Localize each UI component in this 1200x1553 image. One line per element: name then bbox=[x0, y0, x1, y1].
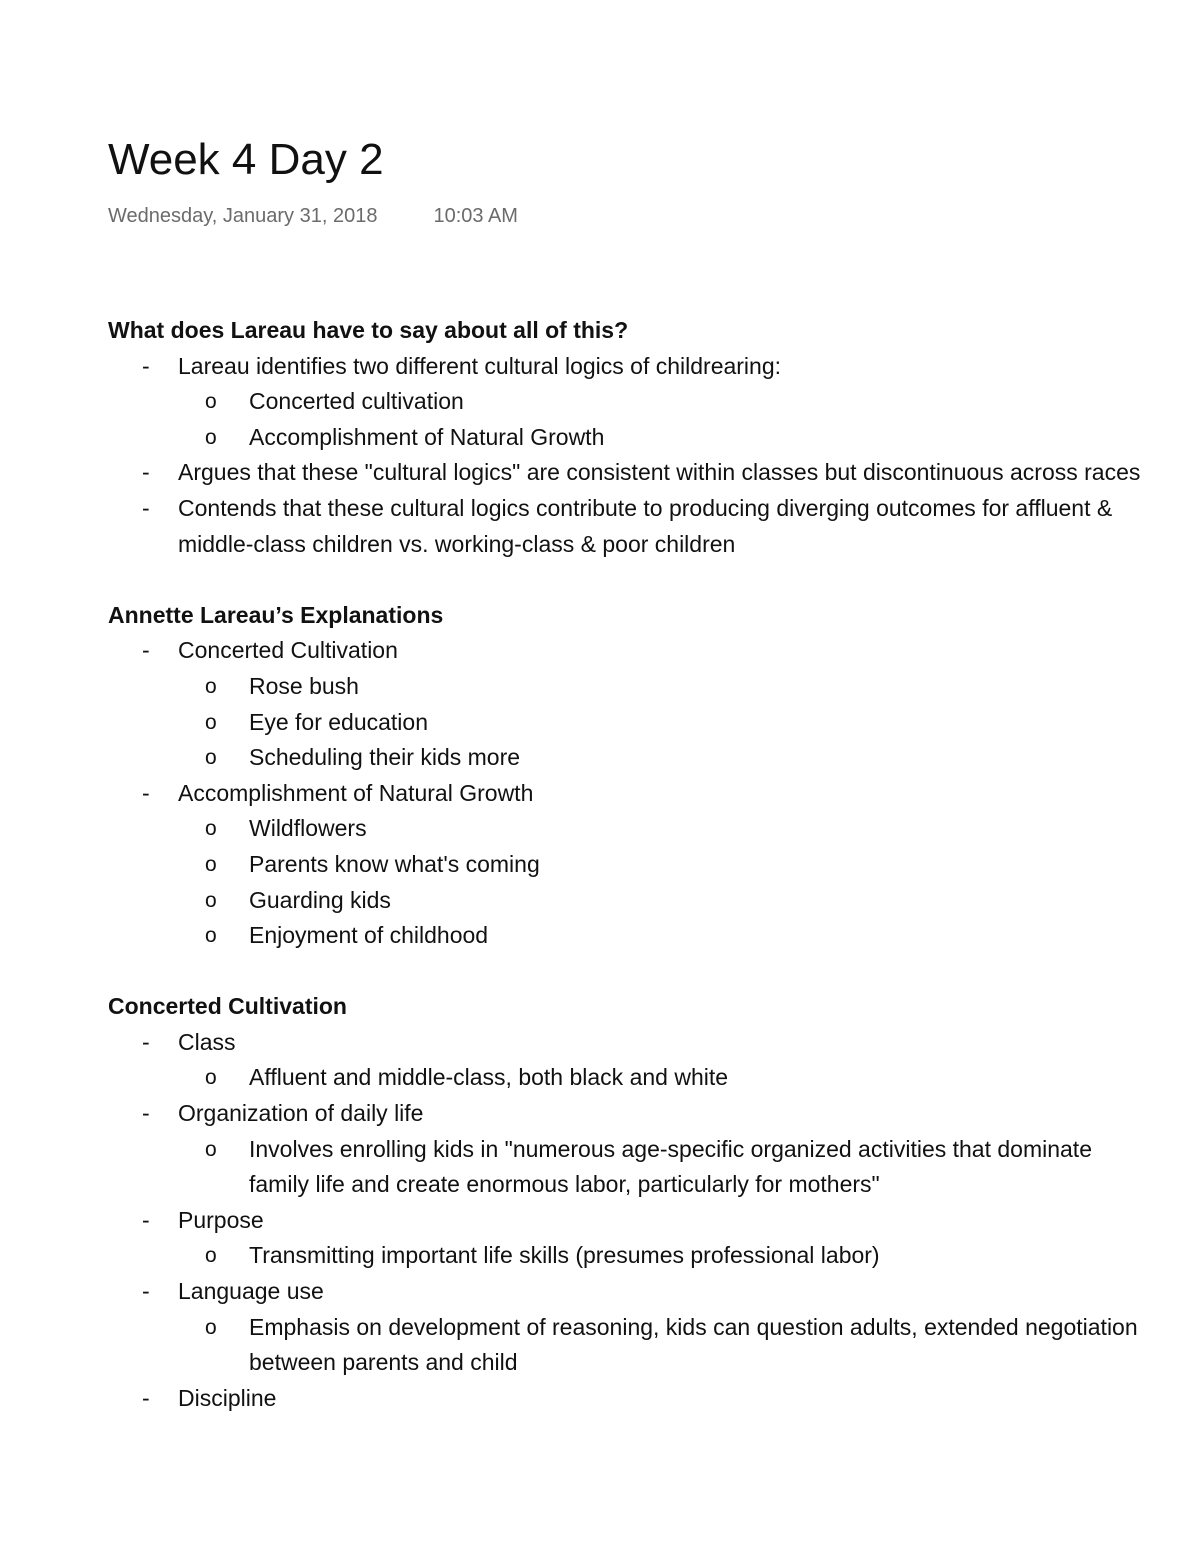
list-item-text: Concerted Cultivation bbox=[178, 637, 398, 664]
dash-marker: - bbox=[142, 1278, 150, 1305]
sub-list-item bbox=[178, 705, 1148, 741]
sub-list bbox=[178, 811, 1148, 953]
sub-list-item-text: Emphasis on development of reasoning, kids can question adults, extended negotiation between parents and child bbox=[249, 1313, 1138, 1376]
section-heading: What does Lareau have to say about all of this? bbox=[108, 317, 629, 343]
sub-list-item bbox=[178, 1238, 1148, 1274]
sub-list-item bbox=[178, 811, 1148, 847]
note-section bbox=[108, 313, 1148, 562]
list-item bbox=[108, 1096, 1148, 1203]
dash-marker: - bbox=[142, 779, 150, 806]
section-heading: Concerted Cultivation bbox=[108, 993, 347, 1020]
list-item bbox=[108, 1381, 1148, 1417]
bullet-list bbox=[108, 633, 1148, 953]
note-section bbox=[108, 598, 1148, 954]
circle-bullet-marker: o bbox=[205, 888, 217, 912]
section-gap bbox=[108, 562, 1148, 598]
list-item-text: Contends that these cultural logics contribute to producing diverging outcomes for affluent & middle-class children vs. working-class & poor children bbox=[178, 494, 1113, 557]
list-item-text: Language use bbox=[178, 1278, 324, 1305]
sub-list-item bbox=[178, 1310, 1148, 1381]
bullet-list bbox=[108, 1025, 1148, 1417]
sub-list-item-text: Guarding kids bbox=[249, 886, 391, 913]
list-item bbox=[108, 455, 1148, 491]
sub-list-item bbox=[178, 420, 1148, 456]
note-section bbox=[108, 989, 1148, 1416]
sub-list bbox=[178, 1060, 1148, 1096]
circle-bullet-marker: o bbox=[205, 1066, 217, 1090]
sub-list-item-text: Concerted cultivation bbox=[249, 388, 464, 415]
circle-bullet-marker: o bbox=[205, 710, 217, 734]
circle-bullet-marker: o bbox=[205, 852, 217, 876]
circle-bullet-marker: o bbox=[205, 746, 217, 770]
circle-bullet-marker: o bbox=[205, 1137, 217, 1161]
note-content bbox=[108, 313, 1148, 1438]
circle-bullet-marker: o bbox=[205, 674, 217, 698]
section-gap bbox=[108, 954, 1148, 990]
sub-list-item-text: Accomplishment of Natural Growth bbox=[249, 423, 605, 450]
circle-bullet-marker: o bbox=[205, 1315, 217, 1339]
page-time: 10:03 AM bbox=[433, 205, 518, 227]
sub-list bbox=[178, 1132, 1148, 1203]
sub-list-item bbox=[178, 883, 1148, 919]
list-item bbox=[108, 1025, 1148, 1096]
sub-list-item-text: Parents know what's coming bbox=[249, 850, 540, 877]
sub-list-item bbox=[178, 1132, 1148, 1203]
list-item bbox=[108, 1274, 1148, 1381]
circle-bullet-marker: o bbox=[205, 390, 217, 414]
circle-bullet-marker: o bbox=[205, 817, 217, 841]
sub-list-item-text: Transmitting important life skills (presumes professional labor) bbox=[249, 1242, 880, 1269]
dash-marker: - bbox=[142, 1206, 150, 1233]
sub-list-item bbox=[178, 918, 1148, 954]
list-item bbox=[108, 1203, 1148, 1274]
sub-list-item-text: Involves enrolling kids in "numerous age-specific organized activities that dominate family life and create enormous labor, particularly for mothers" bbox=[249, 1135, 1092, 1198]
dash-marker: - bbox=[142, 494, 150, 521]
list-item-text: Organization of daily life bbox=[178, 1100, 424, 1127]
sub-list bbox=[178, 669, 1148, 776]
bullet-list bbox=[108, 349, 1148, 563]
dash-marker: - bbox=[142, 459, 150, 486]
sub-list-item bbox=[178, 669, 1148, 705]
dash-marker: - bbox=[142, 352, 150, 379]
sub-list-item-text: Wildflowers bbox=[249, 815, 367, 842]
sub-list-item-text: Affluent and middle-class, both black and white bbox=[249, 1064, 729, 1091]
sub-list-item bbox=[178, 740, 1148, 776]
section-heading: Annette Lareau’s Explanations bbox=[108, 601, 444, 628]
list-item-text: Lareau identifies two different cultural logics of childrearing: bbox=[178, 352, 782, 379]
sub-list-item bbox=[178, 1060, 1148, 1096]
sub-list-item bbox=[178, 847, 1148, 883]
list-item bbox=[108, 776, 1148, 954]
sub-list-item-text: Enjoyment of childhood bbox=[249, 922, 489, 949]
sub-list-item bbox=[178, 384, 1148, 420]
list-item bbox=[108, 349, 1148, 456]
dash-marker: - bbox=[142, 1028, 150, 1055]
dash-marker: - bbox=[142, 1384, 150, 1411]
sub-list bbox=[178, 1310, 1148, 1381]
dash-marker: - bbox=[142, 1100, 150, 1127]
sub-list-item-text: Scheduling their kids more bbox=[249, 744, 521, 771]
list-item-text: Argues that these "cultural logics" are consistent within classes but discontinuous across races bbox=[178, 459, 1141, 486]
list-item bbox=[108, 633, 1148, 775]
sub-list-item-text: Rose bush bbox=[249, 672, 359, 699]
dash-marker: - bbox=[142, 637, 150, 664]
circle-bullet-marker: o bbox=[205, 924, 217, 948]
circle-bullet-marker: o bbox=[205, 1244, 217, 1268]
list-item-text: Discipline bbox=[178, 1384, 277, 1411]
page-date: Wednesday, January 31, 2018 bbox=[108, 205, 378, 227]
list-item bbox=[108, 491, 1148, 562]
sub-list bbox=[178, 1238, 1148, 1274]
sub-list bbox=[178, 384, 1148, 455]
list-item-text: Purpose bbox=[178, 1206, 264, 1233]
list-item-text: Class bbox=[178, 1028, 236, 1055]
page-title: Week 4 Day 2 bbox=[108, 135, 384, 184]
page-meta bbox=[108, 203, 518, 229]
sub-list-item-text: Eye for education bbox=[249, 708, 429, 735]
list-item-text: Accomplishment of Natural Growth bbox=[178, 779, 534, 806]
circle-bullet-marker: o bbox=[205, 425, 217, 449]
